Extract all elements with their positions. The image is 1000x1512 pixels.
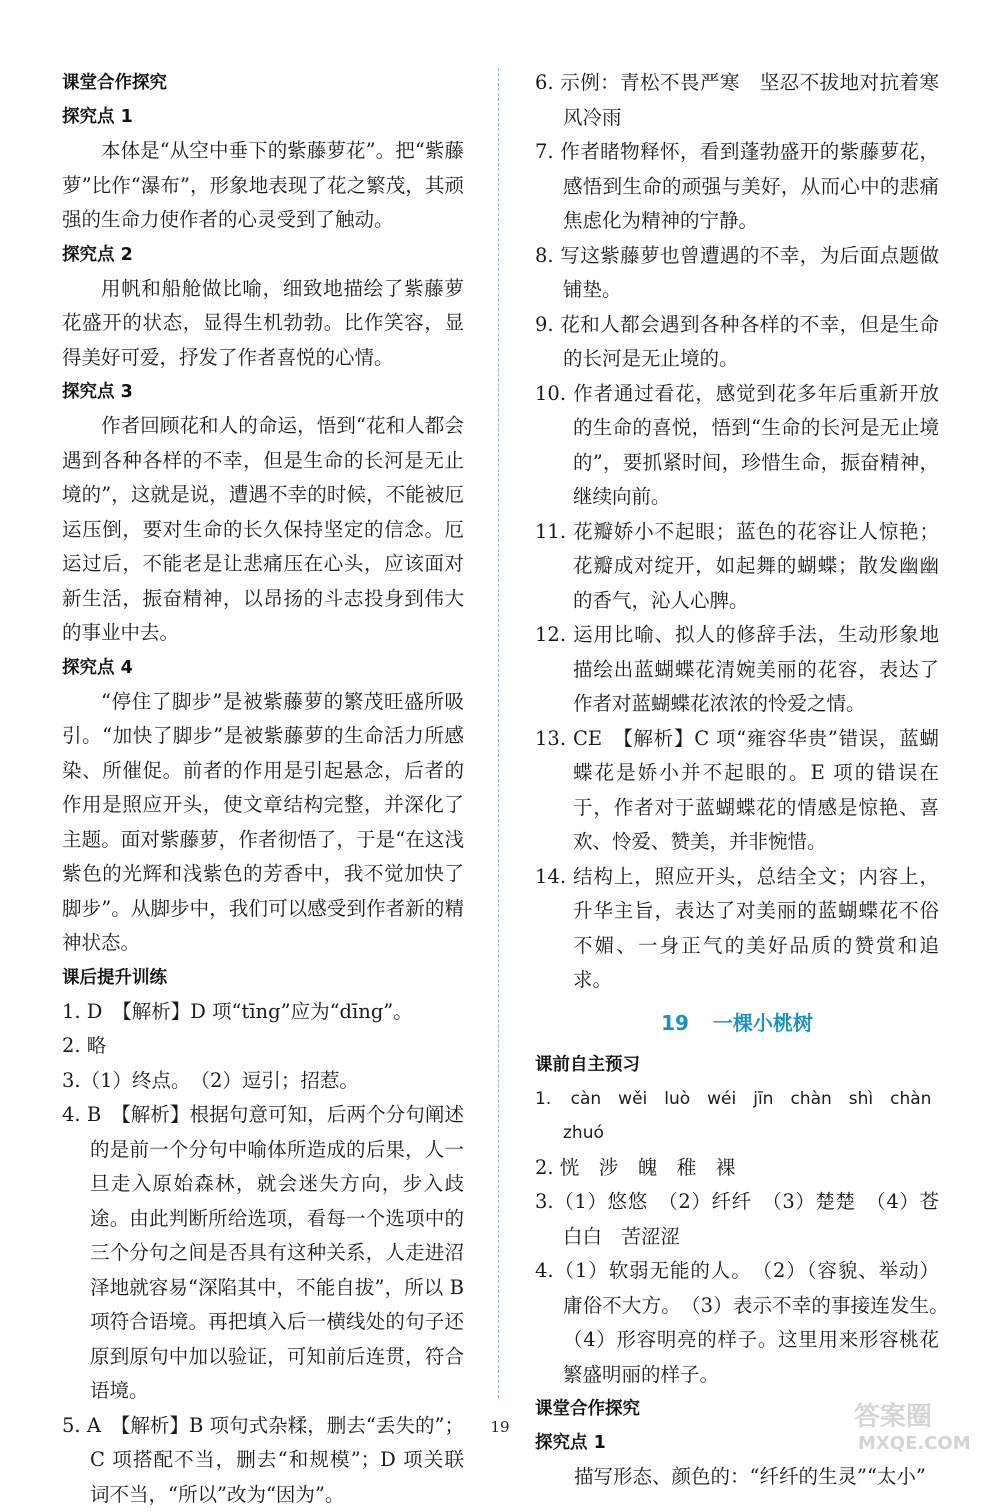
watermark-logo (848, 1395, 978, 1455)
paragraph: 用帆和船舱做比喻，细致地描绘了紫藤萝花盛开的状态，显得生机勃勃。比作笑容，显得美好可爱，抒发了作者喜悦的心情。 (62, 272, 464, 376)
section-heading: 课堂合作探究 (535, 1392, 939, 1426)
section-heading: 探究点 2 (62, 238, 464, 272)
answer-item: 2. 略 (62, 1029, 464, 1064)
answer-item: 4.（1）软弱无能的人。 （2）（容貌、举动）庸俗不大方。 （3）表示不幸的事接连发生。 （4）形容明亮的样子。这里用来形容桃花繁盛明丽的样子。 (535, 1254, 939, 1392)
pinyin-line: 1. càn wěi luò wéi jīn chàn shì chàn zhuó (535, 1082, 939, 1151)
section-heading: 探究点 1 (62, 100, 464, 134)
answer-item: 2. 恍 涉 魄 稚 裸 (535, 1151, 939, 1186)
section-heading: 课后提升训练 (62, 961, 464, 995)
answer-item: 4. B 【解析】根据句意可知，后两个分句阐述的是前一个分句中喻体所造成的后果，人一旦走入原始森林，就会迷失方向，步入歧途。由此判断所给选项，看每一个选项中的三个分句之间是否具有这种关系，人走进沼泽地就容易“深陷其中，不能自拔”，所以 B 项符合语境。再把填入后一横线处的句子还原到原句中加以验证，可知前后连贯，符合语境。 (62, 1098, 464, 1409)
paragraph: 作者回顾花和人的命运，悟到“花和人都会遇到各种各样的不幸，但是生命的长河是无止境的”，这就是说，遭遇不幸的时候，不能被厄运压倒，要对生命的长久保持坚定的信念。厄运过后，不能老是让悲痛压在心头，应该面对新生活，振奋精神，以昂扬的斗志投身到伟大的事业中去。 (62, 409, 464, 651)
paragraph: “停住了脚步”是被紫藤萝的繁茂旺盛所吸引。“加快了脚步”是被紫藤萝的生命活力所感染、所催促。前者的作用是引起悬念，后者的作用是照应开头，使文章结构完整，并深化了主题。面对紫藤萝，作者彻悟了，于是“在这浅紫色的光辉和浅紫色的芳香中，我不觉加快了脚步”。从脚步中，我们可以感受到作者新的精神状态。 (62, 685, 464, 961)
section-heading: 探究点 4 (62, 651, 464, 685)
section-heading: 课前自主预习 (535, 1048, 939, 1082)
paragraph: 本体是“从空中垂下的紫藤萝花”。把“紫藤萝”比作“瀑布”，形象地表现了花之繁茂，其顽强的生命力使作者的心灵受到了触动。 (62, 134, 464, 238)
section-heading: 探究点 1 (535, 1426, 939, 1460)
answer-item: 10. 作者通过看花，感觉到花多年后重新开放的生命的喜悦，悟到“生命的长河是无止境的”，要抓紧时间，珍惜生命，振奋精神，继续向前。 (535, 377, 939, 515)
right-column (535, 66, 939, 1495)
answer-item: 13. CE 【解析】C 项“雍容华贵”错误，蓝蝴蝶花是娇小并不起眼的。E 项的错误在于，作者对于蓝蝴蝶花的情感是惊艳、喜欢、怜爱、赞美，并非惋惜。 (535, 722, 939, 860)
section-heading: 课堂合作探究 (62, 66, 464, 100)
column-divider (498, 68, 499, 1398)
answer-item: 1. D 【解析】D 项“tīng”应为“dīng”。 (62, 995, 464, 1030)
lesson-name: 一棵小桃树 (713, 1011, 813, 1035)
answer-item: 3.（1）悠悠 （2）纤纤 （3）楚楚 （4）苍白白 苦涩涩 (535, 1185, 939, 1254)
watermark-title: 答案圈 (854, 1402, 932, 1432)
section-heading: 探究点 3 (62, 375, 464, 409)
lesson-number: 19 (661, 1011, 689, 1035)
watermark-url: MXQE.COM (858, 1433, 971, 1454)
paragraph: 描写形态、颜色的：“纤纤的生灵”“太小” (535, 1460, 939, 1495)
answer-item: 7. 作者睹物释怀，看到蓬勃盛开的紫藤萝花，感悟到生命的顽强与美好，从而心中的悲痛焦虑化为精神的宁静。 (535, 135, 939, 239)
left-column (62, 66, 464, 1512)
answer-item: 8. 写这紫藤萝也曾遭遇的不幸，为后面点题做铺垫。 (535, 239, 939, 308)
answer-item: 11. 花瓣娇小不起眼；蓝色的花容让人惊艳；花瓣成对绽开，如起舞的蝴蝶；散发幽幽的香气，沁人心脾。 (535, 515, 939, 619)
answer-item: 14. 结构上，照应开头，总结全文；内容上，升华主旨，表达了对美丽的蓝蝴蝶花不俗不媚、一身正气的美好品质的赞赏和追求。 (535, 860, 939, 998)
answer-item: 6. 示例：青松不畏严寒 坚忍不拔地对抗着寒风冷雨 (535, 66, 939, 135)
answer-item: 12. 运用比喻、拟人的修辞手法，生动形象地描绘出蓝蝴蝶花清婉美丽的花容，表达了作者对蓝蝴蝶花浓浓的怜爱之情。 (535, 618, 939, 722)
lesson-title (535, 1000, 939, 1046)
answer-item: 3.（1）终点。 （2）逗引；招惹。 (62, 1064, 464, 1099)
answer-item: 9. 花和人都会遇到各种各样的不幸，但是生命的长河是无止境的。 (535, 308, 939, 377)
page-number: 19 (0, 1418, 1000, 1436)
answer-item: 5. A 【解析】B 项句式杂糅，删去“丢失的”；C 项搭配不当，删去“和规模”；D 项关联词不当，“所以”改为“因为”。 (62, 1409, 464, 1512)
